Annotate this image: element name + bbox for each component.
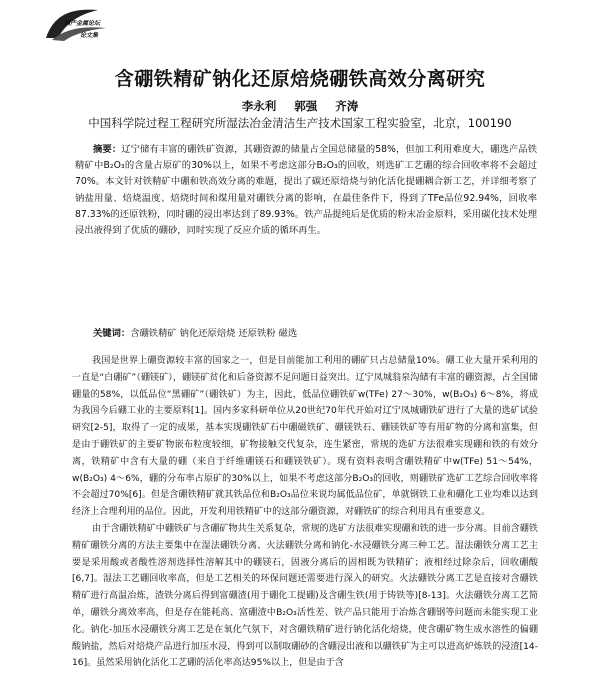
abstract-text: 辽宁储有丰富的硼铁矿资源，其硼资源的储量占全国总储量的58%，但加工利用难度大，硼选产品铁精矿中B₂O₃的含量占原矿的30%以上，如果不考虑这部分B₂O₃的回收，则选矿工艺硼的综合回收率将不会超过70%。本文针对铁精矿中硼和铁高效分离的难题，提出了碳还原焙烧与钠化活化提硼耦合新工艺，并详细考察了钠盐用量、焙烧温度、焙烧时间和煤用量对硼铁分离的影响，在最佳条件下，得到了TFe品位92.94%，回收率87.33%的还原铁粉，同时硼的浸出率达到了89.93%。铁产品提纯后是优质的粉末冶金原料，采用碳化技术处理浸出液得到了优质的硼砂，同时实现了反应介质的循环再生。 <box>75 144 537 237</box>
journal-column-name: 论文集 <box>80 32 99 39</box>
abstract-section <box>75 142 537 239</box>
journal-org-name: 钢产金属论坛 <box>64 20 101 27</box>
paper-title: 含硼铁精矿钠化还原焙烧硼铁高效分离研究 <box>114 68 486 90</box>
journal-logo <box>44 8 114 46</box>
keywords-text: 含硼铁精矿 钠化还原焙烧 还原铁粉 磁选 <box>130 328 298 339</box>
keywords-section <box>93 325 533 339</box>
keywords-label: 关键词： <box>93 328 131 339</box>
body-paragraph: 由于含硼铁精矿中硼铁矿与含硼矿物共生关系复杂，常规的选矿方法很难实现硼和铁的进一步分离。目前含硼铁精矿硼铁分离的方法主要集中在湿法硼铁分离、火法硼铁分离和钠化-水浸硼铁分离三种工艺。湿法硼铁分离工艺主要是采用酸或者酸性溶剂选择性溶解其中的硼镁石，固液分离后的固相既为铁精矿；液相经过除杂后，回收硼酸[6,7]。湿法工艺硼回收率高，但是工艺相关的环保问题还需要进行深入的研究。火法硼铁分离工艺是直接对含硼铁精矿进行高温冶炼，渣铁分离后得到富硼渣(用于硼化工提硼)及含硼生铁(用于铸铁等)[8-13]。火法硼铁分离工艺简单，硼铁分离效率高，但是存在能耗高、富硼渣中B₂O₃活性差、铁产品只能用于冶炼含硼钢等问题而未能实现工业化。钠化-加压水浸硼铁分离工艺是在氧化气氛下，对含硼铁精矿进行钠化活化焙烧，使含硼矿物生成水溶性的偏硼酸钠盐，然后对焙烧产品进行加压水浸，得到可以制取硼砂的含硼浸出液和以硼铁矿为主可以进高炉炼铁的浸渣[14-16]。虽然采用钠化活化工艺硼的活化率高达95%以上，但是由于含 <box>72 523 538 669</box>
paper-authors: 李永利 郭强 齐涛 <box>241 99 359 113</box>
body-text <box>72 353 538 672</box>
paper-affiliation: 中国科学院过程工程研究所湿法冶金清洁生产技术国家工程实验室，北京，100190 <box>88 116 512 130</box>
abstract-label: 摘要： <box>93 144 122 155</box>
body-paragraph: 我国是世界上硼资源较丰富的国家之一，但是目前能加工利用的硼矿只占总储量10%。硼工业大量开采利用的一直是“白硼矿”（硼镁矿），硼镁矿贫化和后备资源不足问题日益突出。辽宁凤城翁泉沟储有丰富的硼资源，占全国储硼量的58%，以低品位“黑硼矿”（硼铁矿）为主，因此，低品位硼铁矿w(TFe) 27～30%，w(B₂O₃) 6～8%，将成为我国今后硼工业的主要原料[1]。国内多家科研单位从20世纪70年代开始对辽宁凤城硼铁矿进行了大量的选矿试验研究[2-5]，取得了一定的成果，基本实现硼铁矿石中硼磁铁矿、硼镁铁石、硼镁铁矿等有用矿物的分离和富集，但是由于硼铁矿的主要矿物嵌布粒度较细，矿物接触交代复杂，连生紧密，常规的选矿方法很难实现硼和铁的有效分离，铁精矿中含有大量的硼（来自于纤维硼镁石和硼镁铁矿）。现有资料表明含硼铁精矿中w(TFe) 51～54%，w(B₂O₃) 4～6%，硼的分布率占原矿的30%以上，如果不考虑这部分B₂O₃的回收，则硼铁矿选矿工艺综合回收率将不会超过70%[6]。但是含硼铁精矿就其铁品位和B₂O₃品位来说均属低品位矿，单就钢铁工业和硼化工业均难以达到经济上合理利用的品位。因此，开发利用铁精矿中的这部分硼资源，对硼铁矿的综合利用具有重要意义。 <box>72 356 538 518</box>
